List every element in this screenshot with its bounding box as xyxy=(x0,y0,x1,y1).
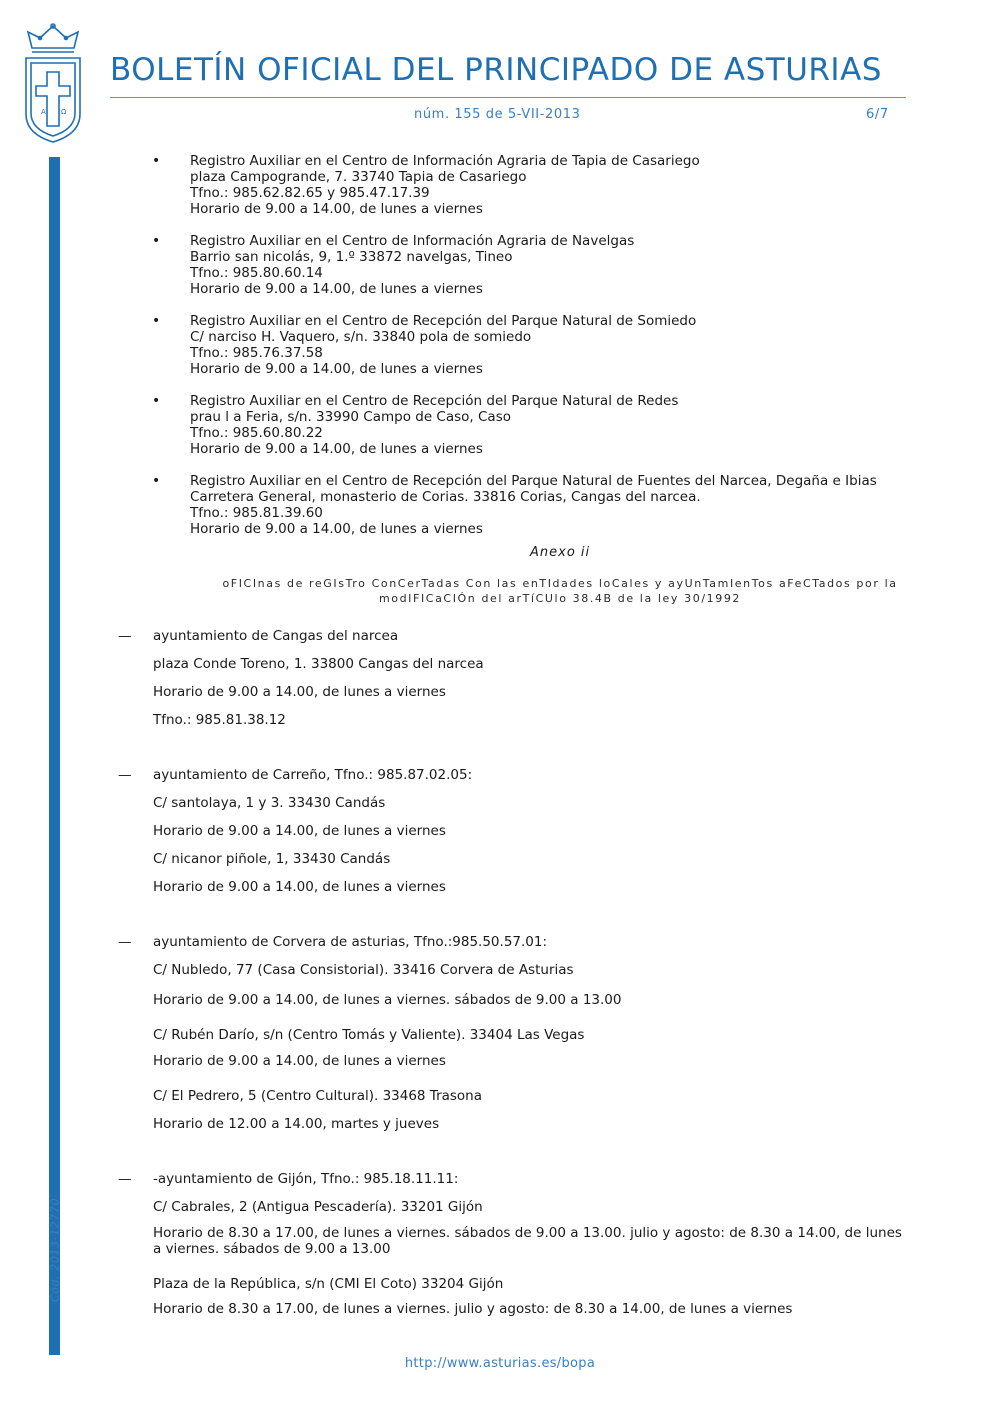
dash-marker: — xyxy=(118,934,132,950)
registry-name: Registro Auxiliar en el Centro de Información Agraria de Navelgas xyxy=(190,233,635,249)
council-hours: Horario de 9.00 a 14.00, de lunes a viernes xyxy=(153,879,446,895)
asturias-crest-logo xyxy=(22,22,84,144)
issue-number: núm. 155 de 5-VII-2013 xyxy=(414,107,581,122)
registry-item xyxy=(152,473,912,537)
dash-marker: — xyxy=(118,628,132,644)
council-address: C/ nicanor piñole, 1, 33430 Candás xyxy=(153,851,391,867)
bullet-icon: • xyxy=(152,473,161,489)
council-address: plaza Conde Toreno, 1. 33800 Cangas del narcea xyxy=(153,656,484,672)
registry-hours: Horario de 9.00 a 14.00, de lunes a viernes xyxy=(190,201,483,217)
registry-address: Carretera General, monasterio de Corias. 33816 Corias, Cangas del narcea. xyxy=(190,489,701,505)
council-hours: Horario de 8.30 a 17.00, de lunes a viernes. sábados de 9.00 a 13.00. julio y agosto: de 8.30 a 14.00, de lunes a viernes. sábados de 9.00 a 13.00 xyxy=(153,1225,902,1257)
registry-hours: Horario de 9.00 a 14.00, de lunes a viernes xyxy=(190,441,483,457)
council-address: C/ Rubén Darío, s/n (Centro Tomás y Valiente). 33404 Las Vegas xyxy=(153,1027,585,1043)
left-sidebar-bar xyxy=(49,157,60,1355)
dash-marker: — xyxy=(118,1171,132,1187)
council-address: C/ El Pedrero, 5 (Centro Cultural). 33468 Trasona xyxy=(153,1088,483,1104)
dash-marker: — xyxy=(118,767,132,783)
registry-address: plaza Campogrande, 7. 33740 Tapia de Casariego xyxy=(190,169,527,185)
annex-subtitle-line: oFICInas de reGIsTro ConCerTadas Con las enTIdades loCales y ayUnTamIenTos aFeCTados por la xyxy=(222,577,898,590)
registry-name: Registro Auxiliar en el Centro de Recepción del Parque Natural de Redes xyxy=(190,393,679,409)
registry-name: Registro Auxiliar en el Centro de Recepción del Parque Natural de Fuentes del Narcea, Degaña e Ibias xyxy=(190,473,877,489)
registry-hours: Horario de 9.00 a 14.00, de lunes a viernes xyxy=(190,521,483,537)
registry-item xyxy=(152,393,912,457)
registry-name: Registro Auxiliar en el Centro de Recepción del Parque Natural de Somiedo xyxy=(190,313,697,329)
bulletin-title: BOLETÍN OFICIAL DEL PRINCIPADO DE ASTURIAS xyxy=(110,52,882,88)
annex-subtitle-line: modIFICaCIÓn del arTíCUlo 38.4B de la ley 30/1992 xyxy=(378,592,742,605)
page-number: 6/7 xyxy=(866,107,889,122)
bullet-icon: • xyxy=(152,233,161,249)
council-hours: Horario de 12.00 a 14.00, martes y jueves xyxy=(153,1116,440,1132)
council-name: ayuntamiento de Carreño, Tfno.: 985.87.02.05: xyxy=(153,767,473,783)
council-address: C/ Nubledo, 77 (Casa Consistorial). 33416 Corvera de Asturias xyxy=(153,962,574,978)
council-hours: Horario de 8.30 a 17.00, de lunes a viernes. julio y agosto: de 8.30 a 14.00, de lunes a viernes xyxy=(153,1301,793,1317)
registry-phone: Tfno.: 985.76.37.58 xyxy=(190,345,323,361)
registry-hours: Horario de 9.00 a 14.00, de lunes a viernes xyxy=(190,281,483,297)
registry-address: C/ narciso H. Vaquero, s/n. 33840 pola de somiedo xyxy=(190,329,532,345)
registry-item xyxy=(152,233,912,297)
registry-item xyxy=(152,313,912,377)
council-hours: Horario de 9.00 a 14.00, de lunes a viernes xyxy=(153,1053,446,1069)
registry-name: Registro Auxiliar en el Centro de Información Agraria de Tapia de Casariego xyxy=(190,153,700,169)
registry-phone: Tfno.: 985.80.60.14 xyxy=(190,265,323,281)
header-rule xyxy=(110,97,906,98)
bullet-icon: • xyxy=(152,313,161,329)
svg-text:Ω: Ω xyxy=(61,108,67,116)
registry-hours: Horario de 9.00 a 14.00, de lunes a viernes xyxy=(190,361,483,377)
council-name: ayuntamiento de Corvera de asturias, Tfno.:985.50.57.01: xyxy=(153,934,548,950)
registry-phone: Tfno.: 985.81.39.60 xyxy=(190,505,323,521)
council-address: C/ Cabrales, 2 (Antigua Pescadería). 33201 Gijón xyxy=(153,1199,483,1215)
council-address: C/ santolaya, 1 y 3. 33430 Candás xyxy=(153,795,386,811)
svg-text:A: A xyxy=(41,108,46,116)
registry-item xyxy=(152,153,912,217)
bullet-icon: • xyxy=(152,153,161,169)
council-name: ayuntamiento de Cangas del narcea xyxy=(153,628,399,644)
council-hours: Horario de 9.00 a 14.00, de lunes a viernes xyxy=(153,684,446,700)
document-code: Cód. 2013-12770 xyxy=(48,1197,62,1303)
council-hours: Horario de 9.00 a 14.00, de lunes a viernes. sábados de 9.00 a 13.00 xyxy=(153,992,622,1008)
bullet-icon: • xyxy=(152,393,161,409)
council-address: Plaza de la República, s/n (CMI El Coto) 33204 Gijón xyxy=(153,1276,504,1292)
council-phone: Tfno.: 985.81.38.12 xyxy=(153,712,286,728)
registry-phone: Tfno.: 985.60.80.22 xyxy=(190,425,323,441)
annex-subtitle xyxy=(210,576,910,606)
registry-address: prau l a Feria, s/n. 33990 Campo de Caso, Caso xyxy=(190,409,511,425)
council-name: -ayuntamiento de Gijón, Tfno.: 985.18.11.11: xyxy=(153,1171,459,1187)
registry-address: Barrio san nicolás, 9, 1.º 33872 navelgas, Tineo xyxy=(190,249,513,265)
registry-phone: Tfno.: 985.62.82.65 y 985.47.17.39 xyxy=(190,185,430,201)
council-hours: Horario de 9.00 a 14.00, de lunes a viernes xyxy=(153,823,446,839)
footer-url-link[interactable]: http://www.asturias.es/bopa xyxy=(404,1356,596,1371)
annex-title: Anexo ii xyxy=(530,545,591,560)
